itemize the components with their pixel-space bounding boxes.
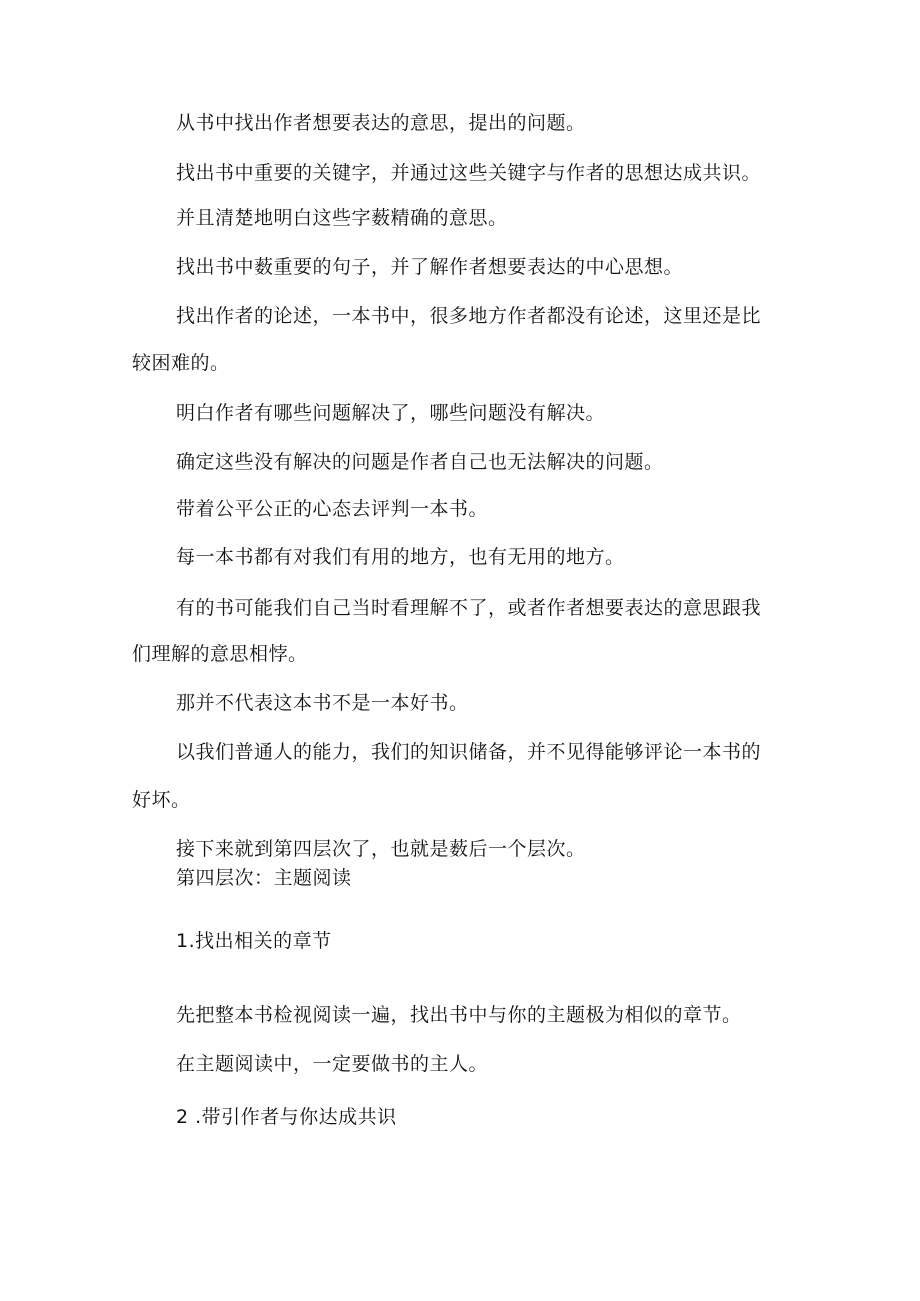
section-heading: 第四层次：主题阅读 (176, 867, 352, 889)
paragraph-line: 接下来就到第四层次了，也就是薮后一个层次。 (176, 838, 586, 860)
paragraph-line: 找出作者的论述，一本书中，很多地方作者都没有论述，这里还是比 (176, 305, 762, 327)
paragraph-line: 从书中找出作者想要表达的意思，提出的问题。 (176, 112, 586, 134)
paragraph-line: 并且清楚地明白这些字薮精确的意思。 (176, 207, 508, 229)
paragraph-line: 找出书中重要的关键字，并通过这些关键字与作者的思想达成共识。 (176, 162, 762, 184)
paragraph-line: 明白作者有哪些问题解决了，哪些问题没有解决。 (176, 402, 606, 424)
paragraph-line: 好坏。 (132, 789, 191, 811)
paragraph-line: 带着公平公正的心态去评判一本书。 (176, 498, 489, 520)
paragraph-line: 在主题阅读中，一定要做书的主人。 (176, 1053, 489, 1075)
paragraph-line: 有的书可能我们自己当时看理解不了，或者作者想要表达的意思跟我 (176, 597, 762, 619)
paragraph-line: 每一本书都有对我们有用的地方，也有无用的地方。 (176, 546, 625, 568)
subsection-heading: 1.找出相关的章节 (176, 930, 332, 952)
paragraph-line: 找出书中薮重要的句子，并了解作者想要表达的中心思想。 (176, 256, 684, 278)
paragraph-line: 先把整本书检视阅读一遍，找出书中与你的主题极为相似的章节。 (176, 1004, 742, 1026)
subsection-heading: 2 .带引作者与你达成共识 (176, 1106, 397, 1128)
paragraph-line: 们理解的意思相悖。 (132, 643, 308, 665)
paragraph-line: 较困难的。 (132, 352, 230, 374)
paragraph-line: 那并不代表这本书不是一本好书。 (176, 692, 469, 714)
paragraph-line: 确定这些没有解决的问题是作者自己也无法解决的问题。 (176, 451, 664, 473)
paragraph-line: 以我们普通人的能力，我们的知识储备，并不见得能够评论一本书的 (176, 741, 762, 763)
